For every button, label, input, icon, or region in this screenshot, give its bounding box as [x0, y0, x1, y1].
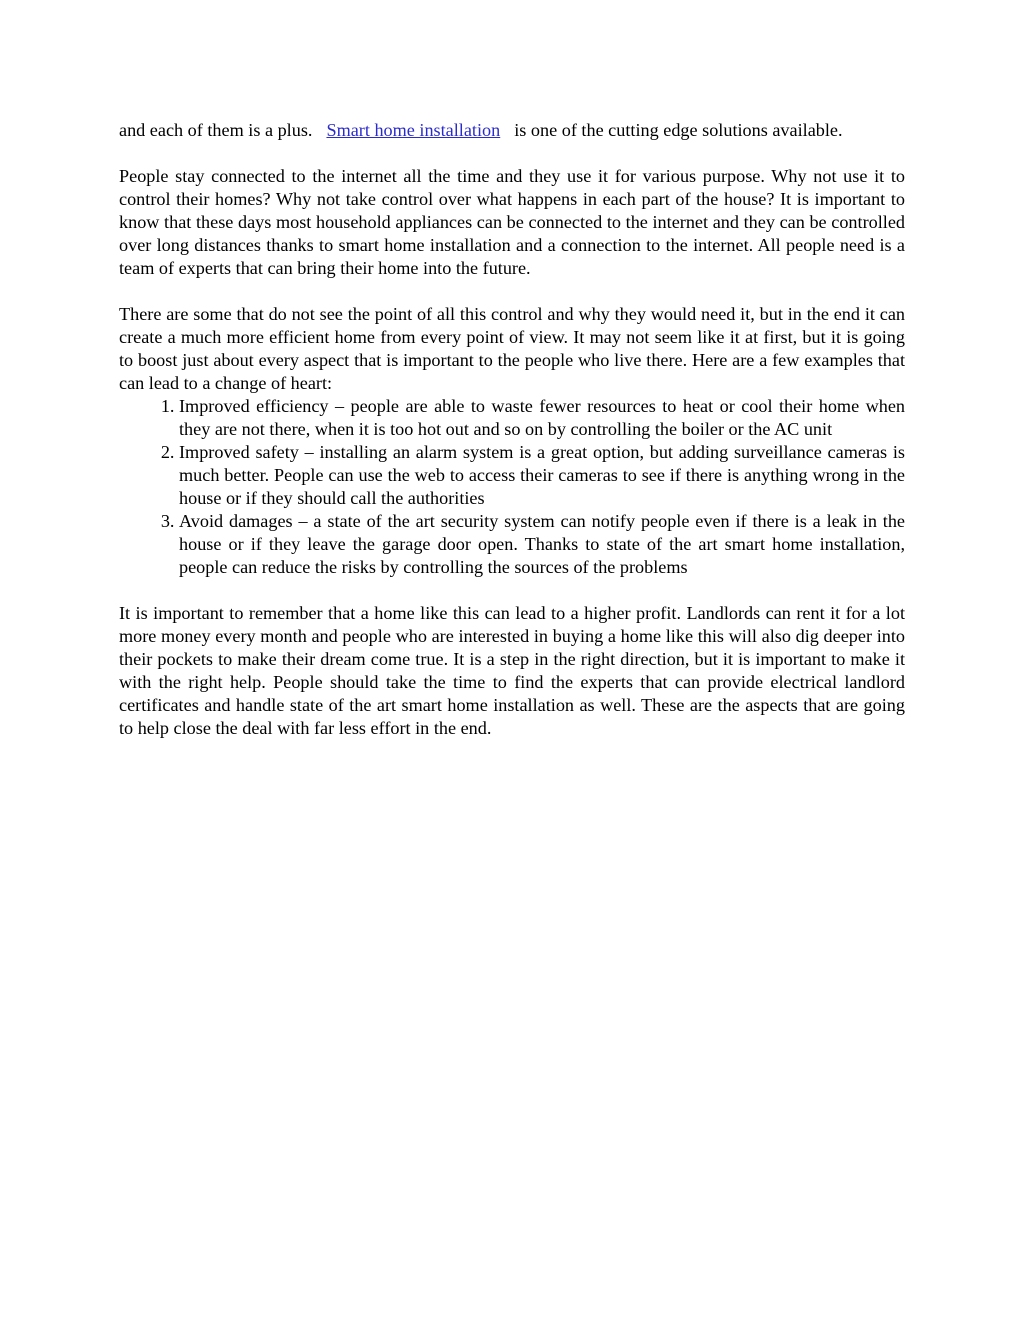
document-page	[119, 119, 905, 763]
smart-home-installation-link[interactable]: Smart home installation	[326, 120, 501, 140]
intro-text-after-link: is one of the cutting edge solutions available.	[514, 120, 843, 140]
closing-paragraph: It is important to remember that a home like this can lead to a higher profit. Landlords can rent it for a lot more money every month and people who are interested in buying a home like this will also dig deeper into their pockets to make their dream come true. It is a step in the right direction, but it is important to make it with the right help. People should take the time to find the experts that can provide electrical landlord certificates and handle state of the art smart home installation as well. These are the aspects that are going to help close the deal with far less effort in the end.	[119, 603, 905, 738]
body-paragraph-control: There are some that do not see the point of all this control and why they would need it, but in the end it can create a much more efficient home from every point of view. It may not seem like it at first, but it is going to boost just about every aspect that is important to the people who live there. Here are a few examples that can lead to a change of heart:	[119, 304, 905, 393]
list-item-damages: 3. Avoid damages – a state of the art security system can notify people even if there is a leak in the house or if they leave the garage door open. Thanks to state of the art smart home installation, people can reduce the risks by controlling the sources of the problems	[179, 510, 905, 579]
list-item-efficiency: 1. Improved efficiency – people are able to waste fewer resources to heat or cool their home when they are not there, when it is too hot out and so on by controlling the boiler or the AC unit	[179, 395, 905, 441]
list-item-safety: 2. Improved safety – installing an alarm system is a great option, but adding surveillance cameras is much better. People can use the web to access their cameras to see if there is anything wrong in the house or if they should call the authorities	[179, 441, 905, 510]
intro-paragraph	[119, 119, 905, 142]
examples-list	[119, 395, 905, 579]
intro-text-before-link: and each of them is a plus.	[119, 120, 313, 140]
body-paragraph-internet: People stay connected to the internet all the time and they use it for various purpose. Why not use it to control their homes? Why not take control over what happens in each part of the house? It is important to know that these days most household appliances can be connected to the internet and they can be controlled over long distances thanks to smart home installation and a connection to the internet. All people need is a team of experts that can bring their home into the future.	[119, 166, 905, 278]
